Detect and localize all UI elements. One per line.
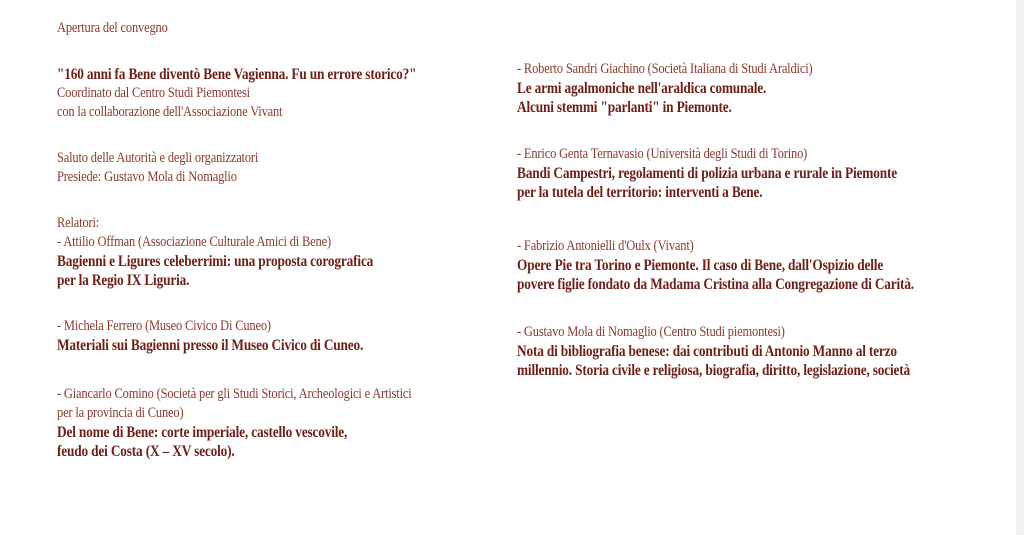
page-scrollbar[interactable] <box>1016 0 1024 535</box>
speakers-heading: Relatori: <box>57 215 100 231</box>
talk-title-line: Bagienni e Ligures celeberrimi: una proposta corografica <box>57 253 374 270</box>
speaker-offman: - Attilio Offman (Associazione Culturale Amici di Bene) <box>57 234 331 250</box>
greetings-label: Saluto delle Autorità e degli organizzatori <box>57 150 259 166</box>
speaker-comino-affiliation-cont: per la provincia di Cuneo) <box>57 405 184 421</box>
talk-title-line: Le armi agalmoniche nell'araldica comunale. <box>517 80 767 97</box>
speaker-sandri-giachino: - Roberto Sandri Giachino (Società Italiana di Studi Araldici) <box>517 61 813 77</box>
speaker-genta-ternavasio: - Enrico Genta Ternavasio (Università degli Studi di Torino) <box>517 146 808 162</box>
talk-title-line: Bandi Campestri, regolamenti di polizia urbana e rurale in Piemonte <box>517 165 897 182</box>
opening-label: Apertura del convegno <box>57 20 168 36</box>
talk-title-line: povere figlie fondato da Madama Cristina alla Congregazione di Carità. <box>517 276 914 293</box>
talk-title-line: Alcuni stemmi "parlanti" in Piemonte. <box>517 99 732 116</box>
conference-title: "160 anni fa Bene diventò Bene Vagienna. Fu un errore storico?" <box>57 66 417 83</box>
talk-title-line: per la tutela del territorio: interventi a Bene. <box>517 184 763 201</box>
speaker-mola-di-nomaglio: - Gustavo Mola di Nomaglio (Centro Studi piemontesi) <box>517 324 785 340</box>
speaker-antonielli: - Fabrizio Antonielli d'Oulx (Vivant) <box>517 238 694 254</box>
speaker-comino: - Giancarlo Comino (Società per gli Studi Storici, Archeologici e Artistici <box>57 386 412 402</box>
talk-title-line: Opere Pie tra Torino e Piemonte. Il caso di Bene, dall'Ospizio delle <box>517 257 884 274</box>
talk-title-line: millennio. Storia civile e religiosa, biografia, diritto, legislazione, società <box>517 362 911 379</box>
chair-label: Presiede: Gustavo Mola di Nomaglio <box>57 169 237 185</box>
talk-title-line: Materiali sui Bagienni presso il Museo Civico di Cuneo. <box>57 337 364 354</box>
talk-title-line: per la Regio IX Liguria. <box>57 272 190 289</box>
talk-title-line: feudo dei Costa (X – XV secolo). <box>57 443 235 460</box>
program-left-column <box>57 0 497 535</box>
program-right-column <box>517 0 1016 535</box>
speaker-ferrero: - Michela Ferrero (Museo Civico Di Cuneo) <box>57 318 271 334</box>
collaboration-note: con la collaborazione dell'Associazione Vivant <box>57 104 283 120</box>
talk-title-line: Del nome di Bene: corte imperiale, castello vescovile, <box>57 424 348 441</box>
coordinated-by: Coordinato dal Centro Studi Piemontesi <box>57 85 250 101</box>
talk-title-line: Nota di bibliografia benese: dai contributi di Antonio Manno al terzo <box>517 343 897 360</box>
